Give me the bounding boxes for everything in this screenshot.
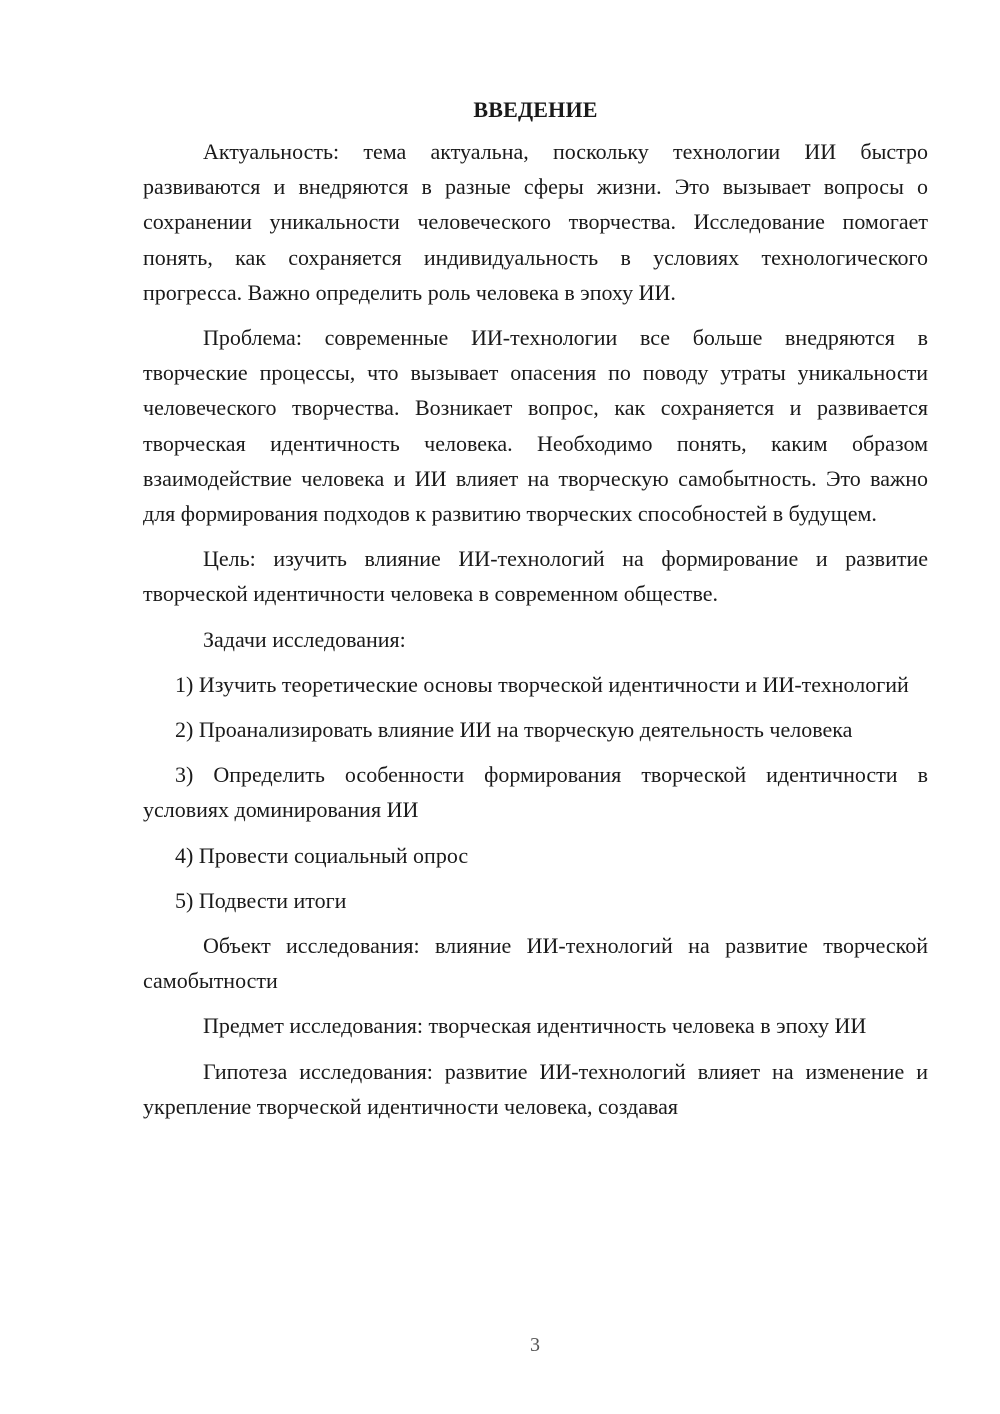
paragraph-goal: Цель: изучить влияние ИИ-технологий на формирование и развитие творческой идентичности человека в современном обществе. bbox=[143, 546, 928, 607]
paragraph-hypothesis: Гипотеза исследования: развитие ИИ-технологий влияет на изменение и укрепление творческой идентичности человека, создавая bbox=[143, 1058, 928, 1119]
page-number: 3 bbox=[530, 1334, 540, 1356]
task-item-4: 4) Провести социальный опрос bbox=[175, 842, 469, 868]
task-item-2: 2) Проанализировать влияние ИИ на творческую деятельность человека bbox=[175, 717, 853, 743]
task-item-5: 5) Подвести итоги bbox=[175, 887, 347, 913]
paragraph-problem: Проблема: современные ИИ-технологии все больше внедряются в творческие процессы, что вызывает опасения по поводу утраты уникальности человеческого творчества. Возникает вопрос, как сохраняется и развивается творческая идентичность человека. Необходимо понять, каким образом взаимодействие человека и ИИ влияет на творческую самобытность. Это важно для формирования подходов к развитию творческих способностей в будущем. bbox=[143, 325, 928, 527]
document-body bbox=[143, 92, 928, 1134]
paragraph-tasks-heading: Задачи исследования: bbox=[203, 626, 406, 652]
section-title: ВВЕДЕНИЕ bbox=[473, 97, 598, 122]
paragraph-subject: Предмет исследования: творческая идентичность человека в эпоху ИИ bbox=[203, 1013, 867, 1039]
task-item-3: 3) Определить особенности формирования творческой идентичности в условиях доминирования ИИ bbox=[143, 762, 928, 823]
task-item-1: 1) Изучить теоретические основы творческой идентичности и ИИ-технологий bbox=[175, 671, 909, 697]
paragraph-object: Объект исследования: влияние ИИ-технологий на развитие творческой самобытности bbox=[143, 933, 928, 994]
paragraph-relevance: Актуальность: тема актуальна, поскольку технологии ИИ быстро развиваются и внедряются в разные сферы жизни. Это вызывает вопросы о сохранении уникальности человеческого творчества. Исследование помогает понять, как сохраняется индивидуальность в условиях технологического прогресса. Важно определить роль человека в эпоху ИИ. bbox=[143, 139, 928, 305]
